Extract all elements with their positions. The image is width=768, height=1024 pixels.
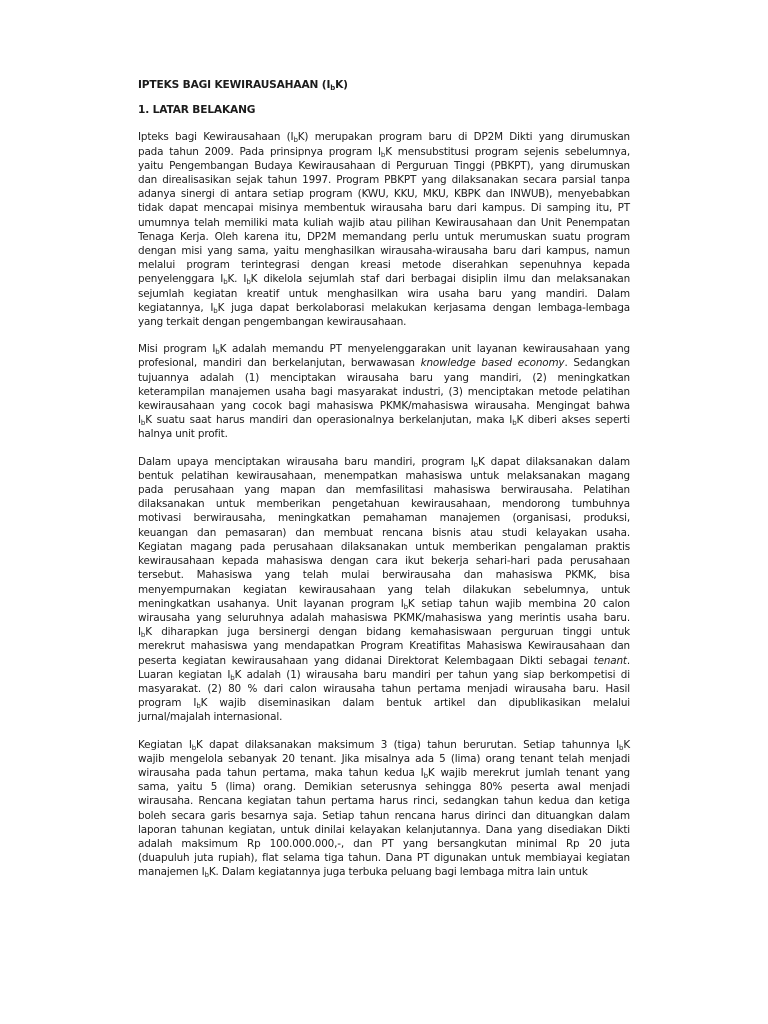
paragraph-line: $I_bK$ diharapkan juga bersinergi dengan bidang kemahasiswaan perguruan tinggi untuk [138,626,630,640]
paragraph-line: keuangan dan pemasaran) dan membuat rencana bisnis atau studi kelayakan usaha. [138,526,630,539]
paragraph-line: program $I_bK$ wajib diseminasikan dalam bentuk artikel dan dipublikasikan melalui [138,697,630,711]
paragraph-line: (duapuluh juta rupiah), flat selama tiga tahun. Dana PT digunakan untuk membiayai kegiatan [138,852,630,865]
paragraph-line: wirausaha pada tahun pertama, maka tahun kedua $I_bK$ wajib merekrut jumlah tenant yang [138,766,630,780]
paragraph-line: Luaran kegiatan $I_bK$ adalah (1) wirausaha baru mandiri per tahun yang siap berkompetisi di [138,668,630,682]
paragraph-line: wirausaha yang seluruhnya adalah mahasiswa PKMK/mahasiswa yang merintis usaha baru. [138,611,630,624]
paragraph-line: kewirausahaan yang cocok bagi mahasiswa PKMK/mahasiswa wirausaha. Mengingat bahwa [138,400,630,413]
paragraph-line: Dalam upaya menciptakan wirausaha baru mandiri, program $I_bK$ dapat dilaksanakan dalam [138,455,630,469]
paragraph-line: pada perusahaan yang mapan dan memfasilitasi mahasiswa berwirausaha. Pelatihan [138,484,630,497]
paragraph-line: menyempurnakan kegiatan kewirausahaan yang telah dilakukan sebelumnya, untuk [138,583,630,596]
paragraph-line: masyarakat. (2) 80 % dari calon wirausaha tahun pertama menjadi wirausaha baru. Hasil [138,682,630,695]
body-text [138,130,630,879]
paragraph-line: Tenaga Kerja. Oleh karena itu, DP2M memandang perlu untuk merumuskan suatu program [138,230,630,243]
paragraph-line: tidak dapat mencapai misinya membentuk wirausaha baru dari kampus. Di samping itu, PT [138,202,630,215]
paragraph-line: bentuk pelatihan kewirausahaan, menempatkan mahasiswa untuk melaksanakan magang [138,469,630,482]
paragraph [138,130,630,329]
paragraph-line: laporan tahunan kegiatan, untuk dinilai kelayakan kelanjutannya. Dana yang disediakan Dikti [138,823,630,836]
paragraph-line: manajemen $I_bK$. Dalam kegiatannya juga terbuka peluang bagi lembaga mitra lain untuk [138,866,588,880]
document-title-suffix: K) [335,79,348,91]
paragraph-line: motivasi berwirausaha, meningkatkan pemahaman manajemen (organisasi, produksi, [138,512,630,525]
paragraph-line: adalah maksimum Rp 100.000.000,-, dan PT yang bersangkutan minimal Rp 20 juta [138,837,630,850]
paragraph-line: halnya unit profit. [138,428,228,441]
paragraph-line: profesional, mandiri dan berkelanjutan, berwawasan knowledge based economy. Sedangkan [138,357,630,370]
paragraph-line: kegiatannya, $I_bK$ juga dapat berkolaborasi melakukan kerjasama dengan lembaga-lembaga [138,301,630,315]
paragraph-line: $I_bK$ suatu saat harus mandiri dan operasionalnya berkelanjutan, maka $I_bK$ diberi akses seperti [138,414,630,428]
document-title-subscript: b [330,84,336,92]
paragraph-line: dilaksanakan untuk memberikan pengetahuan kewirausahaan, mendorong tumbuhnya [138,498,630,511]
paragraph-line: wajib mengelola sebanyak 20 tenant. Jika misalnya ada 5 (lima) orang tenant telah menjadi [138,752,630,765]
paragraph-line: Kegiatan $I_bK$ dapat dilaksanakan maksimum 3 (tiga) tahun berurutan. Setiap tahunnya $I_bK$ [138,738,631,752]
paragraph-line: pada tahun 2009. Pada prinsipnya program $I_bK$ mensubstitusi program sejenis sebelumnya, [138,145,630,159]
paragraph-line: umumnya telah memiliki mata kuliah wajib atau pilihan Kewirausahaan dan Unit Penempatan [138,216,630,229]
paragraph-line: melalui program terintegrasi dengan kreasi metode diserahkan sepenuhnya kepada [138,259,630,272]
paragraph-line: tersebut. Mahasiswa yang telah mulai berwirausaha dan mahasiswa PKMK, bisa [138,569,630,582]
paragraph-line: sama, yaitu 5 (lima) orang. Demikian seterusnya sehingga 80% peserta awal menjadi [138,781,630,794]
paragraph-line: dengan misi yang sama, yaitu menghasilkan wirausaha-wirausaha baru dari kampus, namun [138,245,630,258]
paragraph-line: keterampilan manajemen usaha bagi masyarakat industri, (3) menciptakan metode pelatihan [138,385,630,398]
paragraph-line: kewirausahaan kepada mahasiswa dengan cara ikut bekerja sehari-hari pada perusahaan [138,555,630,568]
paragraph-line: adanya sinergi di antara setiap program (KWU, KKU, MKU, KBPK dan INWUB), menyebabkan [138,188,630,201]
paragraph-line: penyelenggara $I_bK$. $I_bK$ dikelola sejumlah staf dari berbagai disiplin ilmu dan melaksanakan [138,273,631,287]
paragraph-line: yaitu Pengembangan Budaya Kewirausahaan di Perguruan Tinggi (PBKPT), yang dirumuskan [138,159,630,172]
paragraph-line: boleh secara garis besarnya saja. Setiap tahun rencana harus dirinci dan dituangkan dalam [138,809,630,822]
paragraph-line: wirausaha. Rencana kegiatan tahun pertama harus rinci, sedangkan tahun kedua dan ketiga [138,795,630,808]
paragraph-line: yang terkait dengan pengembangan kewirausahaan. [138,316,407,329]
paragraph-line: Misi program $I_bK$ adalah memandu PT menyelenggarakan unit layanan kewirausahaan yang [138,343,630,357]
paragraph-line: dan direalisasikan sejak tahun 1997. Program PBKPT yang dilaksanakan secara parsial tanpa [138,174,630,187]
section-heading: 1. LATAR BELAKANG [138,104,256,117]
paragraph-line: merekrut mahasiswa yang mendapatkan Program Kreatifitas Mahasiswa Kewirausahaan dan [138,640,630,653]
paragraph-line: jurnal/majalah internasional. [138,711,283,724]
document-title [138,78,630,92]
paragraph [138,342,630,441]
document-title-text: IPTEKS BAGI KEWIRAUSAHAAN (I [138,79,331,91]
paragraph-line: Kegiatan magang pada perusahaan dilaksanakan untuk memberikan pengalaman praktis [138,540,630,553]
paragraph-line: Ipteks bagi Kewirausahaan $(I_bK)$ merupakan program baru di DP2M Dikti yang dirumuskan [138,131,630,145]
paragraph-line: meningkatkan usahanya. Unit layanan program $I_bK$ setiap tahun wajib membina 20 calon [138,597,630,611]
document-page [138,78,630,893]
paragraph [138,455,630,725]
paragraph [138,738,630,880]
paragraph-line: tujuannya adalah (1) menciptakan wirausaha baru yang mandiri, (2) meningkatkan [138,371,630,384]
paragraph-line: peserta kegiatan kewirausahaan yang didanai Direktorat Kelembagaan Dikti sebagai tenant. [138,654,630,667]
paragraph-line: sejumlah kegiatan kreatif untuk menghasilkan wira usaha baru yang mandiri. Dalam [138,287,630,300]
